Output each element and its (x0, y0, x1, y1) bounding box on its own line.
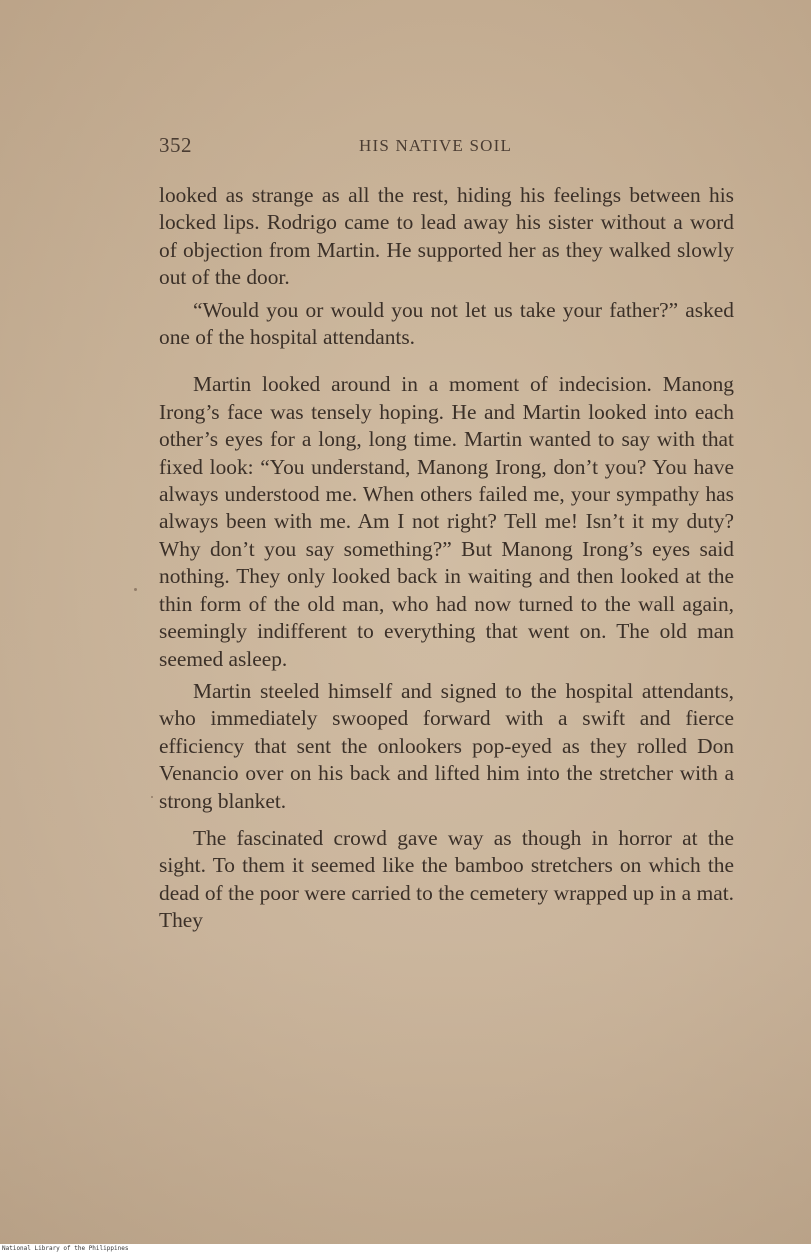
paragraph-5: The fascinated crowd gave way as though in horror at the sight. To them it seemed like the bamboo stretchers on which the dead of the poor were carried to the cemetery wrapped up in a mat. They (159, 825, 734, 933)
page-number: 352 (159, 133, 192, 157)
running-head: HIS NATIVE SOIL (359, 136, 513, 155)
library-credit: National Library of the Philippines (0, 1244, 811, 1253)
body-text (159, 182, 734, 935)
paper-speck (134, 588, 137, 591)
page-header (159, 133, 731, 161)
paragraph-3: Martin looked around in a moment of indecision. Manong Irong’s face was tensely hoping. He and Martin looked into each other’s eyes for a long, long time. Martin wanted to say with that fixed look: “You understand, Manong Irong, don’t you? You have always understood me. When others failed me, your sympathy has always been with me. Am I not right? Tell me! Isn’t it my duty? Why don’t you say something?” But Manong Irong’s eyes said nothing. They only looked back in waiting and then looked at the thin form of the old man, who had now turned to the wall again, seemingly indifferent to everything that went on. The old man seemed asleep. (159, 372, 734, 671)
paragraph-2: “Would you or would you not let us take your father?” asked one of the hospital attendants. (159, 297, 734, 350)
paragraph-1: looked as strange as all the rest, hiding his feelings between his locked lips. Rodrigo came to lead away his sister without a word of objection from Martin. He supported her as they walked slowly out of the door. (159, 183, 734, 290)
paragraph-4: Martin steeled himself and signed to the hospital attendants, who immediately swooped forward with a swift and fierce efficiency that sent the onlookers pop-eyed as they rolled Don Venancio over on his back and lifted him into the stretcher with a strong blanket. (159, 678, 734, 813)
paper-speck (151, 796, 153, 798)
